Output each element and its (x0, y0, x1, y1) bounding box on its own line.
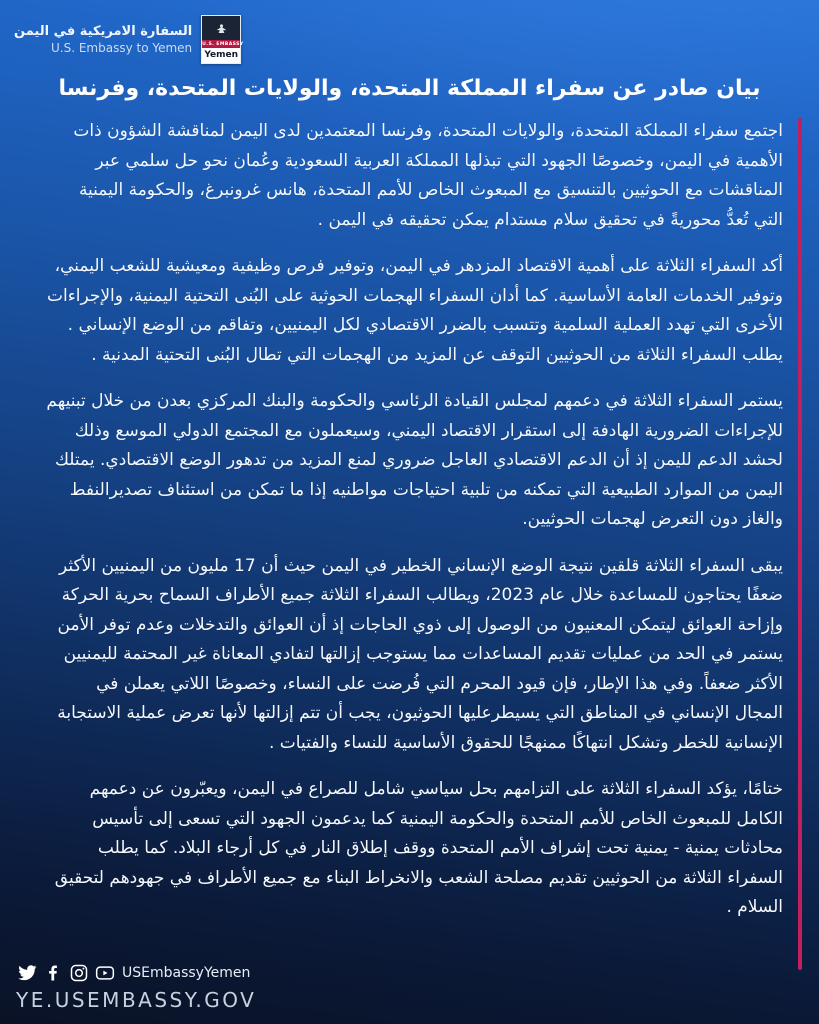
social-row (16, 962, 256, 984)
paragraph-2: أكد السفراء الثلاثة على أهمية الاقتصاد المزدهر في اليمن، وتوفير فرص وظيفية ومعيشية للشعب اليمني، وتوفير الخدمات العامة الأساسية. كما أدان السفراء الهجمات الحوثية على البُنى التحتية اليمنية، والإجراءات الأخرى التي تهدد العملية السلمية وتتسبب بالضرر الاقتصادي لكل اليمنيين، وتفاقم من الوضع الإنساني . يطلب السفراء الثلاثة من الحوثيين التوقف عن المزيد من الهجمات التي تطال البُنى التحتية المدنية . (47, 256, 783, 365)
org-names (14, 23, 192, 57)
statement-title: بيان صادر عن سفراء المملكة المتحدة، والولايات المتحدة، وفرنسا (58, 76, 761, 101)
paragraph-4: يبقى السفراء الثلاثة قلقين نتيجة الوضع الإنساني الخطير في اليمن حيث أن 17 مليون من اليمنيين الأكثر ضعفًا يحتاجون للمساعدة خلال عام 2023، ويطالب السفراء الثلاثة جميع الأطراف السماح بحرية الحركة وإزاحة العوائق ليتمكن المعنيون من الوصول إلى ذوي الحاجات إذ أن العوائق والتدخلات وعدم توفر الأمن يستمر في الحد من عمليات تقديم المساعدات مما يستوجب إزالتها لتفادي المعاناة غير المحتمة لليمنيين الأكثر ضعفاً. وفي هذا الإطار، فإن قيود المحرم التي فُرضت على النساء، وخصوصًا اللاتي يعملن في المجال الإنساني في المناطق التي يسيطرعليها الحوثيون، يجب أن تتم إزالتها لأنها تعرض عملية الاستجابة الإنسانية للخطر وتشكل انتهاكًا ممنهجًا للحقوق الأساسية للنساء والفتيات . (57, 555, 783, 753)
accent-line (798, 118, 802, 970)
header (14, 15, 244, 64)
paragraph-3: يستمر السفراء الثلاثة في دعمهم لمجلس القيادة الرئاسي والحكومة والبنك المركزي بعدن من خلال تبنيهم للإجراءات الضرورية الهادفة إلى استقرار الاقتصاد اليمني، وسيعملون مع المجتمع الدولي الموسع وذلك لحشد الدعم لليمن إذ أن الدعم الاقتصادي العاجل ضروري لمنع المزيد من تدهور الوضع الاقتصادي. يمتلك اليمن من الموارد الطبيعية التي تمكنه من تلبية احتياجات مواطنيه إذا ما تمكن من استئناف تصديرالنفط والغاز دون التعرض لهجمات الحوثيين. (46, 391, 783, 529)
youtube-icon[interactable] (94, 962, 116, 984)
logo-country-label: Yemen (202, 48, 240, 63)
instagram-icon[interactable] (68, 962, 90, 984)
logo-banner: U.S. EMBASSY (202, 41, 244, 47)
twitter-icon[interactable] (16, 962, 38, 984)
paragraph-1: اجتمع سفراء المملكة المتحدة، والولايات المتحدة، وفرنسا المعتمدين لدى اليمن لمناقشة الشؤون ذات الأهمية في اليمن، وخصوصًا الجهود التي تبذلها المملكة العربية السعودية وعُمان نحو حل سلمي عبر المناقشات مع الحوثيين بالتنسيق مع المبعوث الخاص للأمم المتحدة، هانس غرونبرغ، والحكومة اليمنية التي تُعدُّ محوريةً في تحقيق سلام مستدام يمكن تحقيقه في اليمن . (73, 121, 783, 230)
embassy-logo (201, 15, 244, 64)
eagle-seal-icon (202, 16, 240, 40)
org-name-english: U.S. Embassy to Yemen (51, 41, 193, 56)
paragraph-5: ختامًا، يؤكد السفراء الثلاثة على التزامهم بحل سياسي شامل للصراع في اليمن، ويعبّرون عن دعمهم الكامل للمبعوث الخاص للأمم المتحدة والحكومة اليمنية كما يدعمون الجهود التي تسعى إلى تأسيس محادثات يمنية - يمنية تحت إشراف الأمم المتحدة ووقف إطلاق النار في كل أرجاء البلاد. كما يطلب السفراء الثلاثة من الحوثيين تقديم مصلحة الشعب والانخراط البناء مع جميع الأطراف في جهودهم لتحقيق السلام . (54, 779, 783, 917)
statement-body (46, 117, 783, 940)
website-url[interactable]: YE.USEMBASSY.GOV (16, 988, 257, 1012)
social-handle: USEmbassyYemen (122, 965, 251, 981)
footer (16, 962, 256, 1012)
org-name-arabic: السفارة الامريكية في اليمن (14, 23, 193, 39)
facebook-icon[interactable] (42, 962, 64, 984)
